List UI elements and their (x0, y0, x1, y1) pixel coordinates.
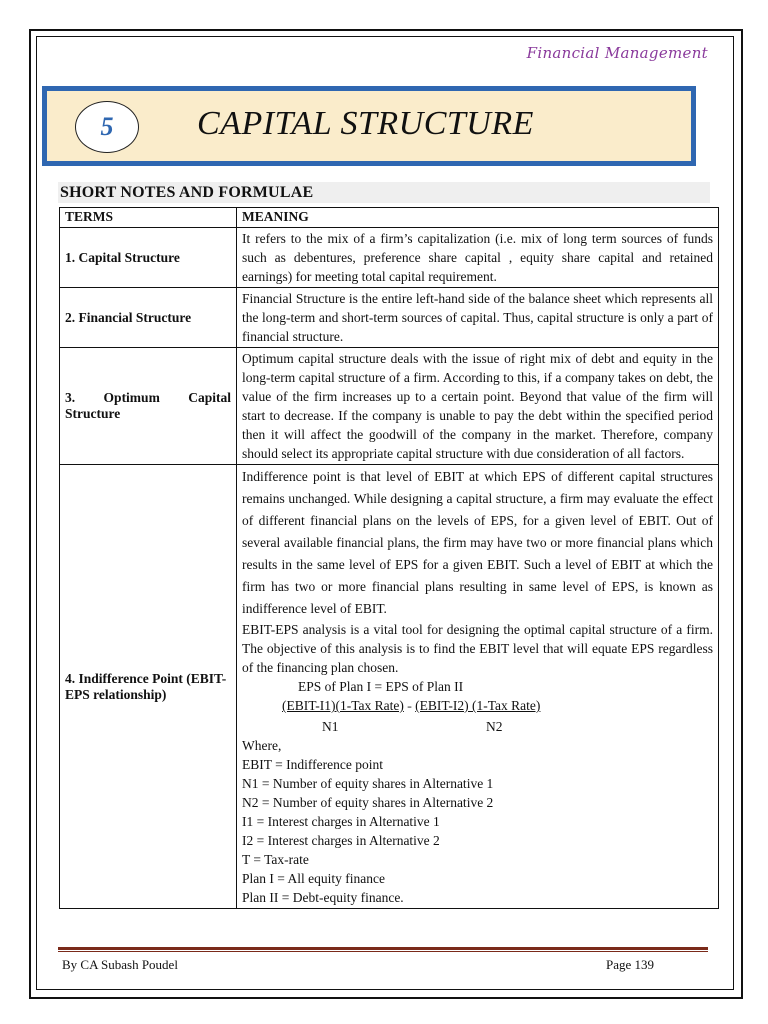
footer-rule (58, 951, 708, 952)
definition-line: I2 = Interest charges in Alternative 2 (242, 833, 440, 848)
table-header-row (60, 208, 719, 228)
formula-equation: EPS of Plan I = EPS of Plan II (298, 679, 464, 694)
term-cell: 3. Optimum Capital Structure (60, 348, 237, 465)
formula-denominator-right: N2 (486, 719, 503, 734)
definition-line: Plan II = Debt-equity finance. (242, 890, 404, 905)
formula-denominator-left: N1 (322, 719, 339, 734)
table-row (60, 465, 719, 909)
meaning-cell: Financial Structure is the entire left-hand side of the balance sheet which represents all the long-term and short-term sources of capital. Thus, capital structure is only a part of financial structure. (237, 288, 719, 348)
table-row (60, 228, 719, 288)
footer-author: By CA Subash Poudel (62, 957, 178, 972)
meaning-cell: It refers to the mix of a firm’s capitalization (i.e. mix of long term sources of funds such as debentures, preference share capital , equity share capital and retained earnings) for meeting total capital requirement. (237, 228, 719, 288)
formula-equals: = (407, 703, 412, 712)
footer-rule (58, 947, 708, 950)
where-label: Where, (242, 738, 282, 753)
term-cell: 1. Capital Structure (60, 228, 237, 288)
paragraph: Indifference point is that level of EBIT at which EPS of different capital structures remains unchanged. While designing a capital structure, a firm may evaluate the effect of different financial plans on the levels of EPS, for a given level of EBIT. Out of several available financial plans, the firm may have two or more financial plans which results in the same level of EPS for a given EBIT. Such a level of EBIT at which the firm has two or more financial plans resulting in same level of EPS, is known as indifference level of EBIT. (242, 469, 713, 616)
definition-line: EBIT = Indifference point (242, 757, 383, 772)
definition-line: N1 = Number of equity shares in Alternative 1 (242, 776, 494, 791)
chapter-number-badge: 5 (75, 101, 139, 153)
paragraph: EBIT-EPS analysis is a vital tool for designing the optimal capital structure of a firm. The objective of this analysis is to find the EBIT level that will equate EPS regardless of the financing plan chosen. (242, 622, 713, 675)
formula-denominator (242, 717, 713, 736)
meaning-cell: Optimum capital structure deals with the issue of right mix of debt and equity in the long-term capital structure of a firm. According to this, if a company takes on debt, the value of the firm increases up to a certain point. Beyond that value of the firm will start to decrease. If the company is unable to pay the debt within the specified period then it will affect the goodwill of the company in the market. Therefore, company should select its appropriate capital structure with due consideration of all factors. (237, 348, 719, 465)
table-row (60, 288, 719, 348)
chapter-banner (42, 86, 696, 166)
definition-line: I1 = Interest charges in Alternative 1 (242, 814, 440, 829)
definition-line: Plan I = All equity finance (242, 871, 385, 886)
column-header-meaning: MEANING (237, 208, 719, 228)
formula-numerator (242, 696, 713, 717)
chapter-title: CAPITAL STRUCTURE (197, 105, 534, 142)
definition-line: N2 = Number of equity shares in Alternative 2 (242, 795, 494, 810)
definition-line: T = Tax-rate (242, 852, 309, 867)
notes-table (59, 207, 719, 909)
table-row (60, 348, 719, 465)
footer-page-number: Page 139 (606, 957, 655, 972)
section-title: SHORT NOTES AND FORMULAE (58, 182, 710, 203)
formula-numerator-left: (EBIT-I1)(1-Tax Rate) (282, 698, 404, 713)
meaning-cell (237, 465, 719, 909)
term-cell: 4. Indifference Point (EBIT-EPS relationship) (60, 465, 237, 909)
running-header: Financial Management (526, 44, 708, 62)
column-header-terms: TERMS (60, 208, 237, 228)
term-cell: 2. Financial Structure (60, 288, 237, 348)
formula-numerator-right: (EBIT-I2) (1-Tax Rate) (415, 698, 541, 713)
